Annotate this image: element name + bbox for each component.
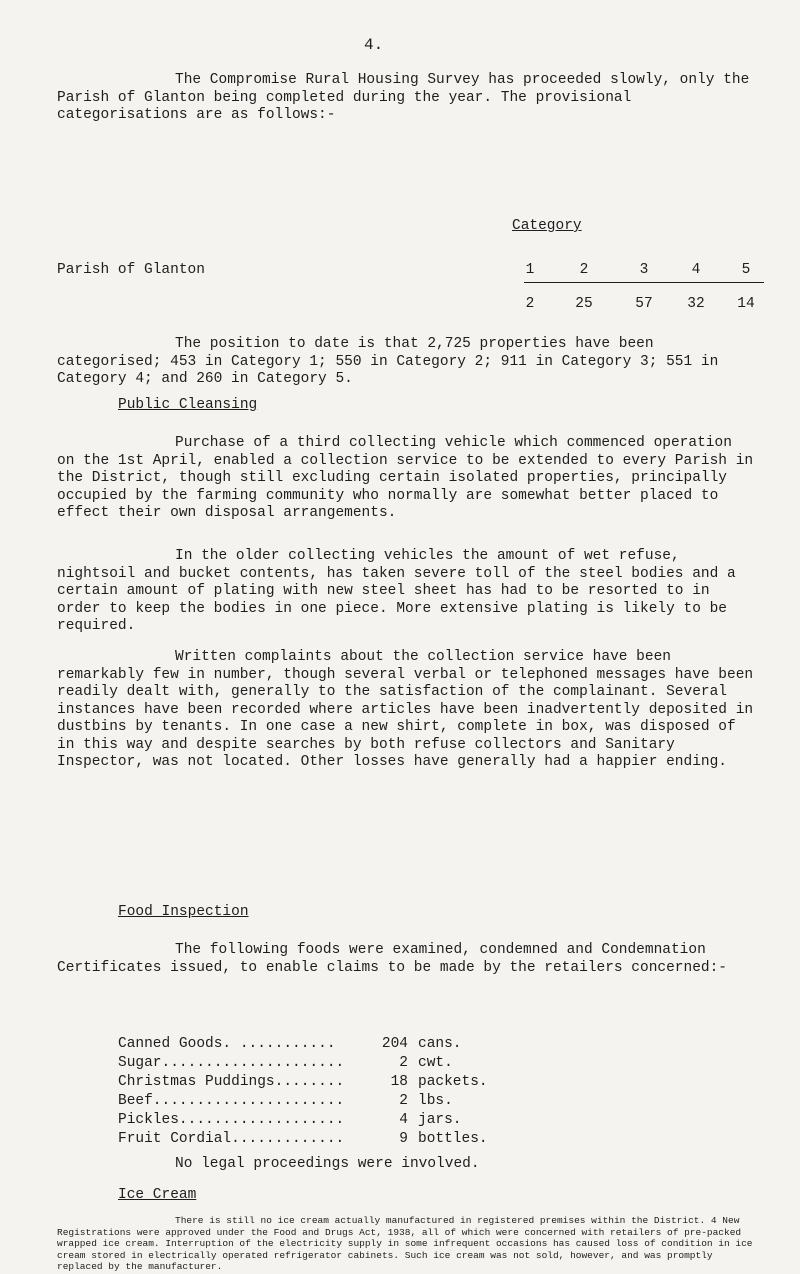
housing-survey-intro: The Compromise Rural Housing Survey has proceeded slowly, only the Parish of Glanton being completed during the year. The provisional categorisations are as follows:- [57,72,750,123]
food-item-qty: 4 [399,1112,408,1128]
food-row [118,1092,538,1111]
food-item-name: Christmas Puddings........ [118,1074,345,1090]
page-number: 4. [364,36,384,54]
cleansing-paragraph-3: Written complaints about the collection service have been remarkably few in number, though several verbal or telephoned messages have been readily dealt with, generally to the satisfaction of the complainant. Several instances have been recorded where articles have been inadvertently deposited in dustbins by tenants. In one case a new shirt, complete in box, was disposed of in this way and despite searches by both refuse collectors and Sanitary Inspector, was not located. Other losses have generally had a happier ending. [57,649,754,770]
public-cleansing-heading: Public Cleansing [118,397,258,413]
category-value: 14 [737,296,755,312]
category-header: 2 [579,262,589,278]
category-value: 57 [635,296,653,312]
food-item-unit: bottles. [418,1131,488,1147]
parish-label: Parish of Glanton [57,262,205,278]
food-row [118,1073,538,1092]
food-item-unit: cans. [418,1036,462,1052]
category-value: 32 [687,296,705,312]
food-row [118,1130,538,1149]
cleansing-paragraph-1: Purchase of a third collecting vehicle which commenced operation on the 1st April, enabled a collection service to be extended to every Parish in the District, though still excluding certain isolated properties, principally occupied by the farming community who normally are somewhat better placed to effect their own disposal arrangements. [57,435,754,521]
category-header: 5 [741,262,751,278]
food-item-name: Fruit Cordial............. [118,1131,345,1147]
food-inspection-heading: Food Inspection [118,904,249,920]
category-header: 4 [691,262,701,278]
ice-cream-heading: Ice Cream [118,1187,197,1203]
category-value: 2 [525,296,535,312]
housing-position-text: The position to date is that 2,725 properties have been categorised; 453 in Category 1; 550 in Category 2; 911 in Category 3; 551 in Category 4; and 260 in Category 5. [57,336,719,387]
condemned-foods-table [118,1035,538,1149]
food-item-unit: jars. [418,1112,462,1128]
food-item-name: Beef...................... [118,1093,345,1109]
food-item-unit: packets. [418,1074,488,1090]
food-item-qty: 204 [381,1036,408,1052]
category-values-row [524,296,764,316]
category-header: 3 [639,262,649,278]
ice-cream-paragraph: There is still no ice cream actually manufactured in registered premises within the District. 4 New Registrations were approved under the Food and Drugs Act, 1938, all of which were concerned with retailers of pre-packed wrapped ice cream. Interruption of the electricity supply in some infrequent occasions has caused loss of condition in ice cream stored in electrically operated refrigerator cabinets. Such ice cream was not sold, however, and was promptly replaced by the manufacturer. [57,1215,753,1272]
food-item-qty: 9 [399,1131,408,1147]
category-header-row [524,262,764,283]
food-item-qty: 2 [399,1093,408,1109]
category-value: 25 [575,296,593,312]
food-row [118,1035,538,1054]
food-row [118,1054,538,1073]
food-item-name: Canned Goods. ........... [118,1036,336,1052]
food-item-name: Pickles................... [118,1112,345,1128]
category-header: 1 [525,262,535,278]
food-item-qty: 18 [390,1074,408,1090]
food-item-unit: cwt. [418,1055,453,1071]
cleansing-paragraph-2: In the older collecting vehicles the amount of wet refuse, nightsoil and bucket contents, has taken severe toll of the steel bodies and a certain amount of plating with new steel sheet has had to be resorted to in order to keep the bodies in one piece. More extensive plating is likely to be required. [57,548,736,634]
food-item-unit: lbs. [418,1093,453,1109]
category-title: Category [512,218,582,234]
food-inspection-intro: The following foods were examined, condemned and Condemnation Certificates issued, to enable claims to be made by the retailers concerned:- [57,942,728,976]
food-row [118,1111,538,1130]
food-inspection-footer: No legal proceedings were involved. [175,1156,480,1172]
food-item-name: Sugar..................... [118,1055,345,1071]
food-item-qty: 2 [399,1055,408,1071]
